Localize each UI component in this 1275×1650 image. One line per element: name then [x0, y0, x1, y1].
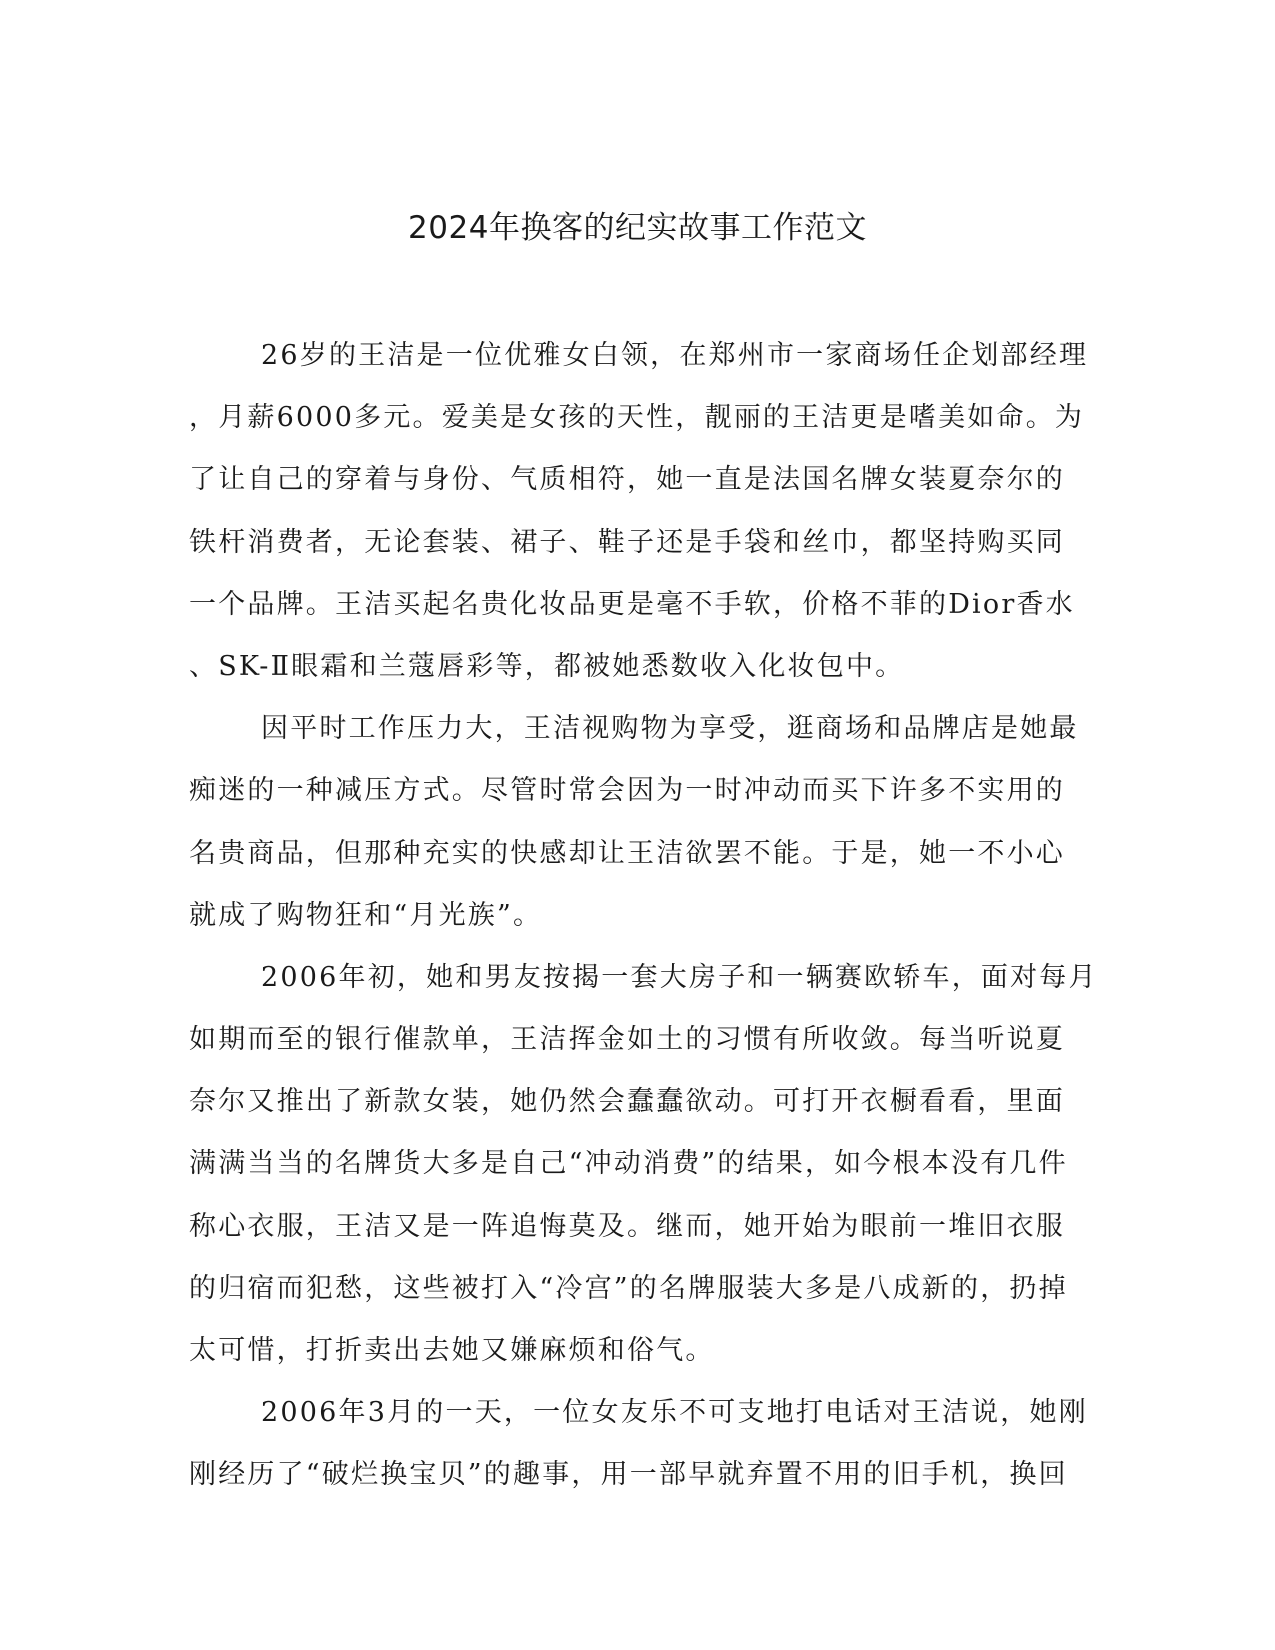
- body-line: 一个品牌。王洁买起名贵化妆品更是毫不手软，价格不菲的Dior香水: [189, 588, 1075, 620]
- document-title: 2024年换客的纪实故事工作范文: [408, 210, 867, 246]
- body-line: 称心衣服，王洁又是一阵追悔莫及。继而，她开始为眼前一堆旧衣服: [189, 1210, 1065, 1242]
- body-line: 因平时工作压力大，王洁视购物为享受，逛商场和品牌店是她最: [261, 713, 1079, 745]
- body-line: 铁杆消费者，无论套装、裙子、鞋子还是手袋和丝巾，都坚持购买同: [189, 526, 1065, 558]
- body-line: 如期而至的银行催款单，王洁挥金如土的习惯有所收敛。每当听说夏: [189, 1024, 1065, 1056]
- document-body: [189, 325, 1098, 1507]
- body-line: 、SK-Ⅱ眼霜和兰蔻唇彩等，都被她悉数收入化妆包中。: [189, 650, 905, 682]
- body-line: ，月薪6000多元。爱美是女孩的天性，靓丽的王洁更是嗜美如命。为: [189, 402, 1085, 434]
- body-line: 太可惜，打折卖出去她又嫌麻烦和俗气。: [189, 1335, 715, 1366]
- body-line: 2006年3月的一天，一位女友乐不可支地打电话对王洁说，她刚: [261, 1397, 1088, 1429]
- body-line: 刚经历了“破烂换宝贝”的趣事，用一部早就弃置不用的旧手机，换回: [189, 1459, 1068, 1491]
- body-line: 就成了购物狂和“月光族”。: [189, 899, 543, 931]
- body-line: 奈尔又推出了新款女装，她仍然会蠢蠢欲动。可打开衣橱看看，里面: [189, 1086, 1065, 1118]
- body-line: 名贵商品，但那种充实的快感却让王洁欲罢不能。于是，她一不小心: [189, 837, 1065, 869]
- body-line: 了让自己的穿着与身份、气质相符，她一直是法国名牌女装夏奈尔的: [189, 464, 1065, 496]
- body-line: 26岁的王洁是一位优雅女白领，在郑州市一家商场任企划部经理: [261, 340, 1089, 371]
- body-line: 痴迷的一种减压方式。尽管时常会因为一时冲动而买下许多不实用的: [189, 775, 1065, 807]
- body-line: 的归宿而犯愁，这些被打入“冷宫”的名牌服装大多是八成新的，扔掉: [189, 1272, 1068, 1304]
- body-line: 2006年初，她和男友按揭一套大房子和一辆赛欧轿车，面对每月: [261, 961, 1098, 993]
- body-line: 满满当当的名牌货大多是自己“冲动消费”的结果，如今根本没有几件: [189, 1148, 1068, 1180]
